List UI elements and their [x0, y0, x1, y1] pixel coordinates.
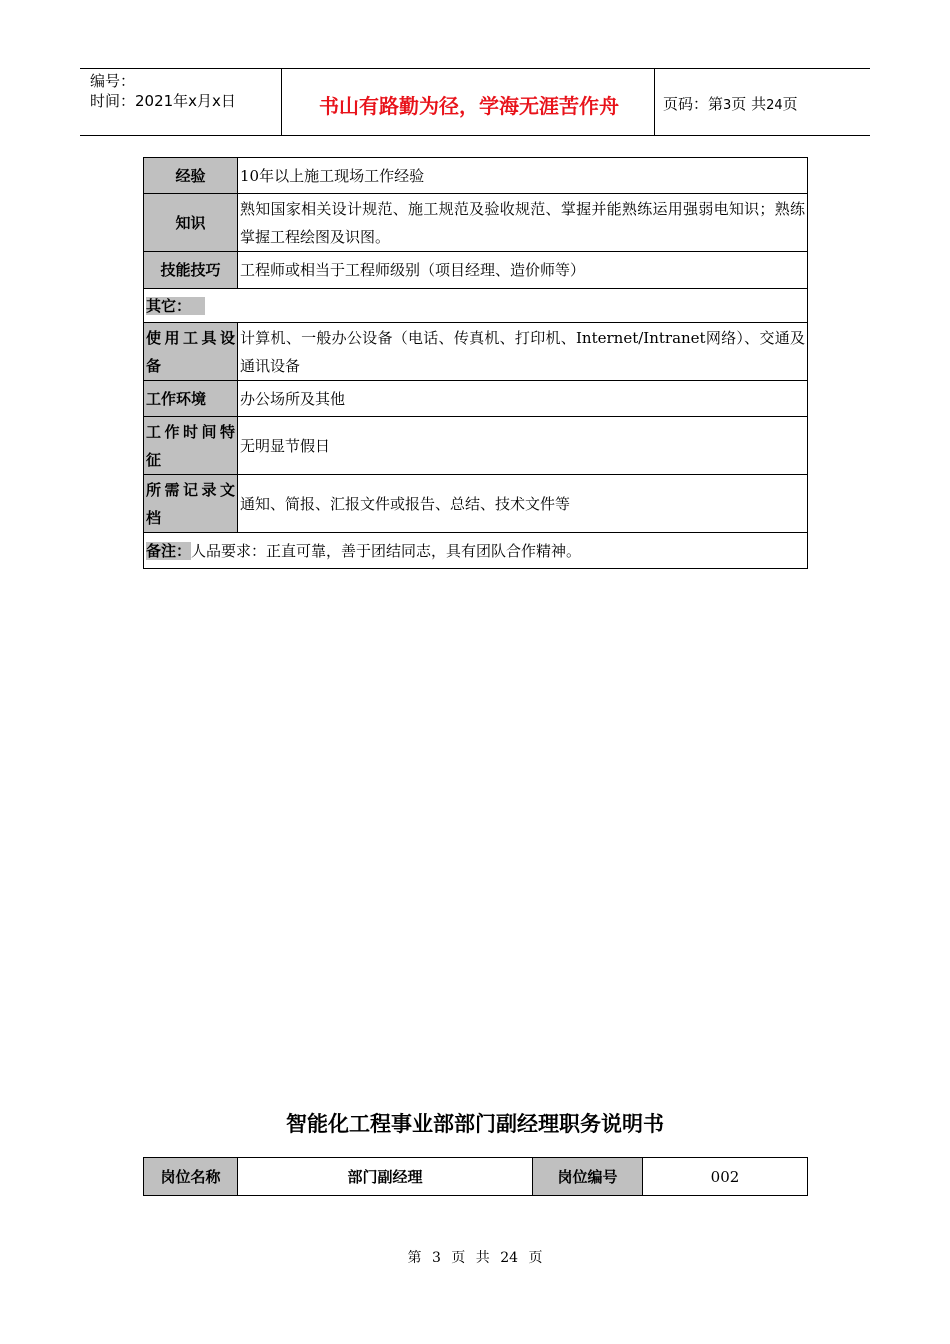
page-prefix: 页码：第	[663, 95, 724, 113]
remark-label: 备注：	[146, 541, 192, 560]
table-row	[144, 417, 808, 475]
page-total: 24	[766, 98, 783, 113]
other-label: 其它：	[146, 297, 205, 315]
tools-label: 使用工具设备	[144, 323, 238, 381]
table-row	[144, 475, 808, 533]
table-row	[144, 289, 808, 323]
table-row	[144, 158, 808, 194]
header-divider-1	[281, 69, 282, 136]
table-row	[144, 1158, 808, 1196]
page-suffix: 页	[782, 95, 798, 113]
header-code-label: 编号：	[90, 72, 136, 90]
work-time-value: 无明显节假日	[238, 417, 808, 475]
page-current: 3	[723, 98, 732, 113]
position-table	[143, 1157, 808, 1196]
requirements-table	[143, 157, 808, 569]
position-name-label: 岗位名称	[144, 1158, 238, 1196]
knowledge-value: 熟知国家相关设计规范、施工规范及验收规范、掌握并能熟练运用强弱电知识；熟练掌握工程绘图及识图。	[238, 194, 808, 252]
position-code-label: 岗位编号	[533, 1158, 643, 1196]
page-footer: 第 3 页 共 24 页	[407, 1250, 543, 1266]
header-motto: 书山有路勤为径，学海无涯苦作舟	[319, 94, 619, 118]
header-top-rule	[80, 68, 870, 69]
table-row	[144, 194, 808, 252]
records-label: 所需记录文档	[144, 475, 238, 533]
experience-label: 经验	[144, 158, 238, 194]
table-row	[144, 533, 808, 569]
page-mid: 页 共	[731, 95, 767, 113]
position-code-value: 002	[643, 1158, 808, 1196]
position-name-value: 部门副经理	[238, 1158, 533, 1196]
skills-value: 工程师或相当于工程师级别（项目经理、造价师等）	[238, 252, 808, 289]
header-meta	[90, 71, 236, 111]
experience-value: 10年以上施工现场工作经验	[238, 158, 808, 194]
remark-value: 人品要求：正直可靠，善于团结同志，具有团队合作精神。	[191, 541, 582, 560]
tools-value: 计算机、一般办公设备（电话、传真机、打印机、Internet/Intranet网络）、交通及通讯设备	[238, 323, 808, 381]
environment-label: 工作环境	[144, 381, 238, 417]
table-row	[144, 381, 808, 417]
header-bottom-rule	[80, 135, 870, 136]
header-page-indicator	[663, 93, 798, 114]
environment-value: 办公场所及其他	[238, 381, 808, 417]
document-title: 智能化工程事业部部门副经理职务说明书	[286, 1112, 664, 1136]
records-value: 通知、简报、汇报文件或报告、总结、技术文件等	[238, 475, 808, 533]
skills-label: 技能技巧	[144, 252, 238, 289]
table-row	[144, 252, 808, 289]
work-time-label: 工作时间特征	[144, 417, 238, 475]
knowledge-label: 知识	[144, 194, 238, 252]
header-time-label: 时间：2021年x月x日	[90, 92, 236, 110]
table-row	[144, 323, 808, 381]
